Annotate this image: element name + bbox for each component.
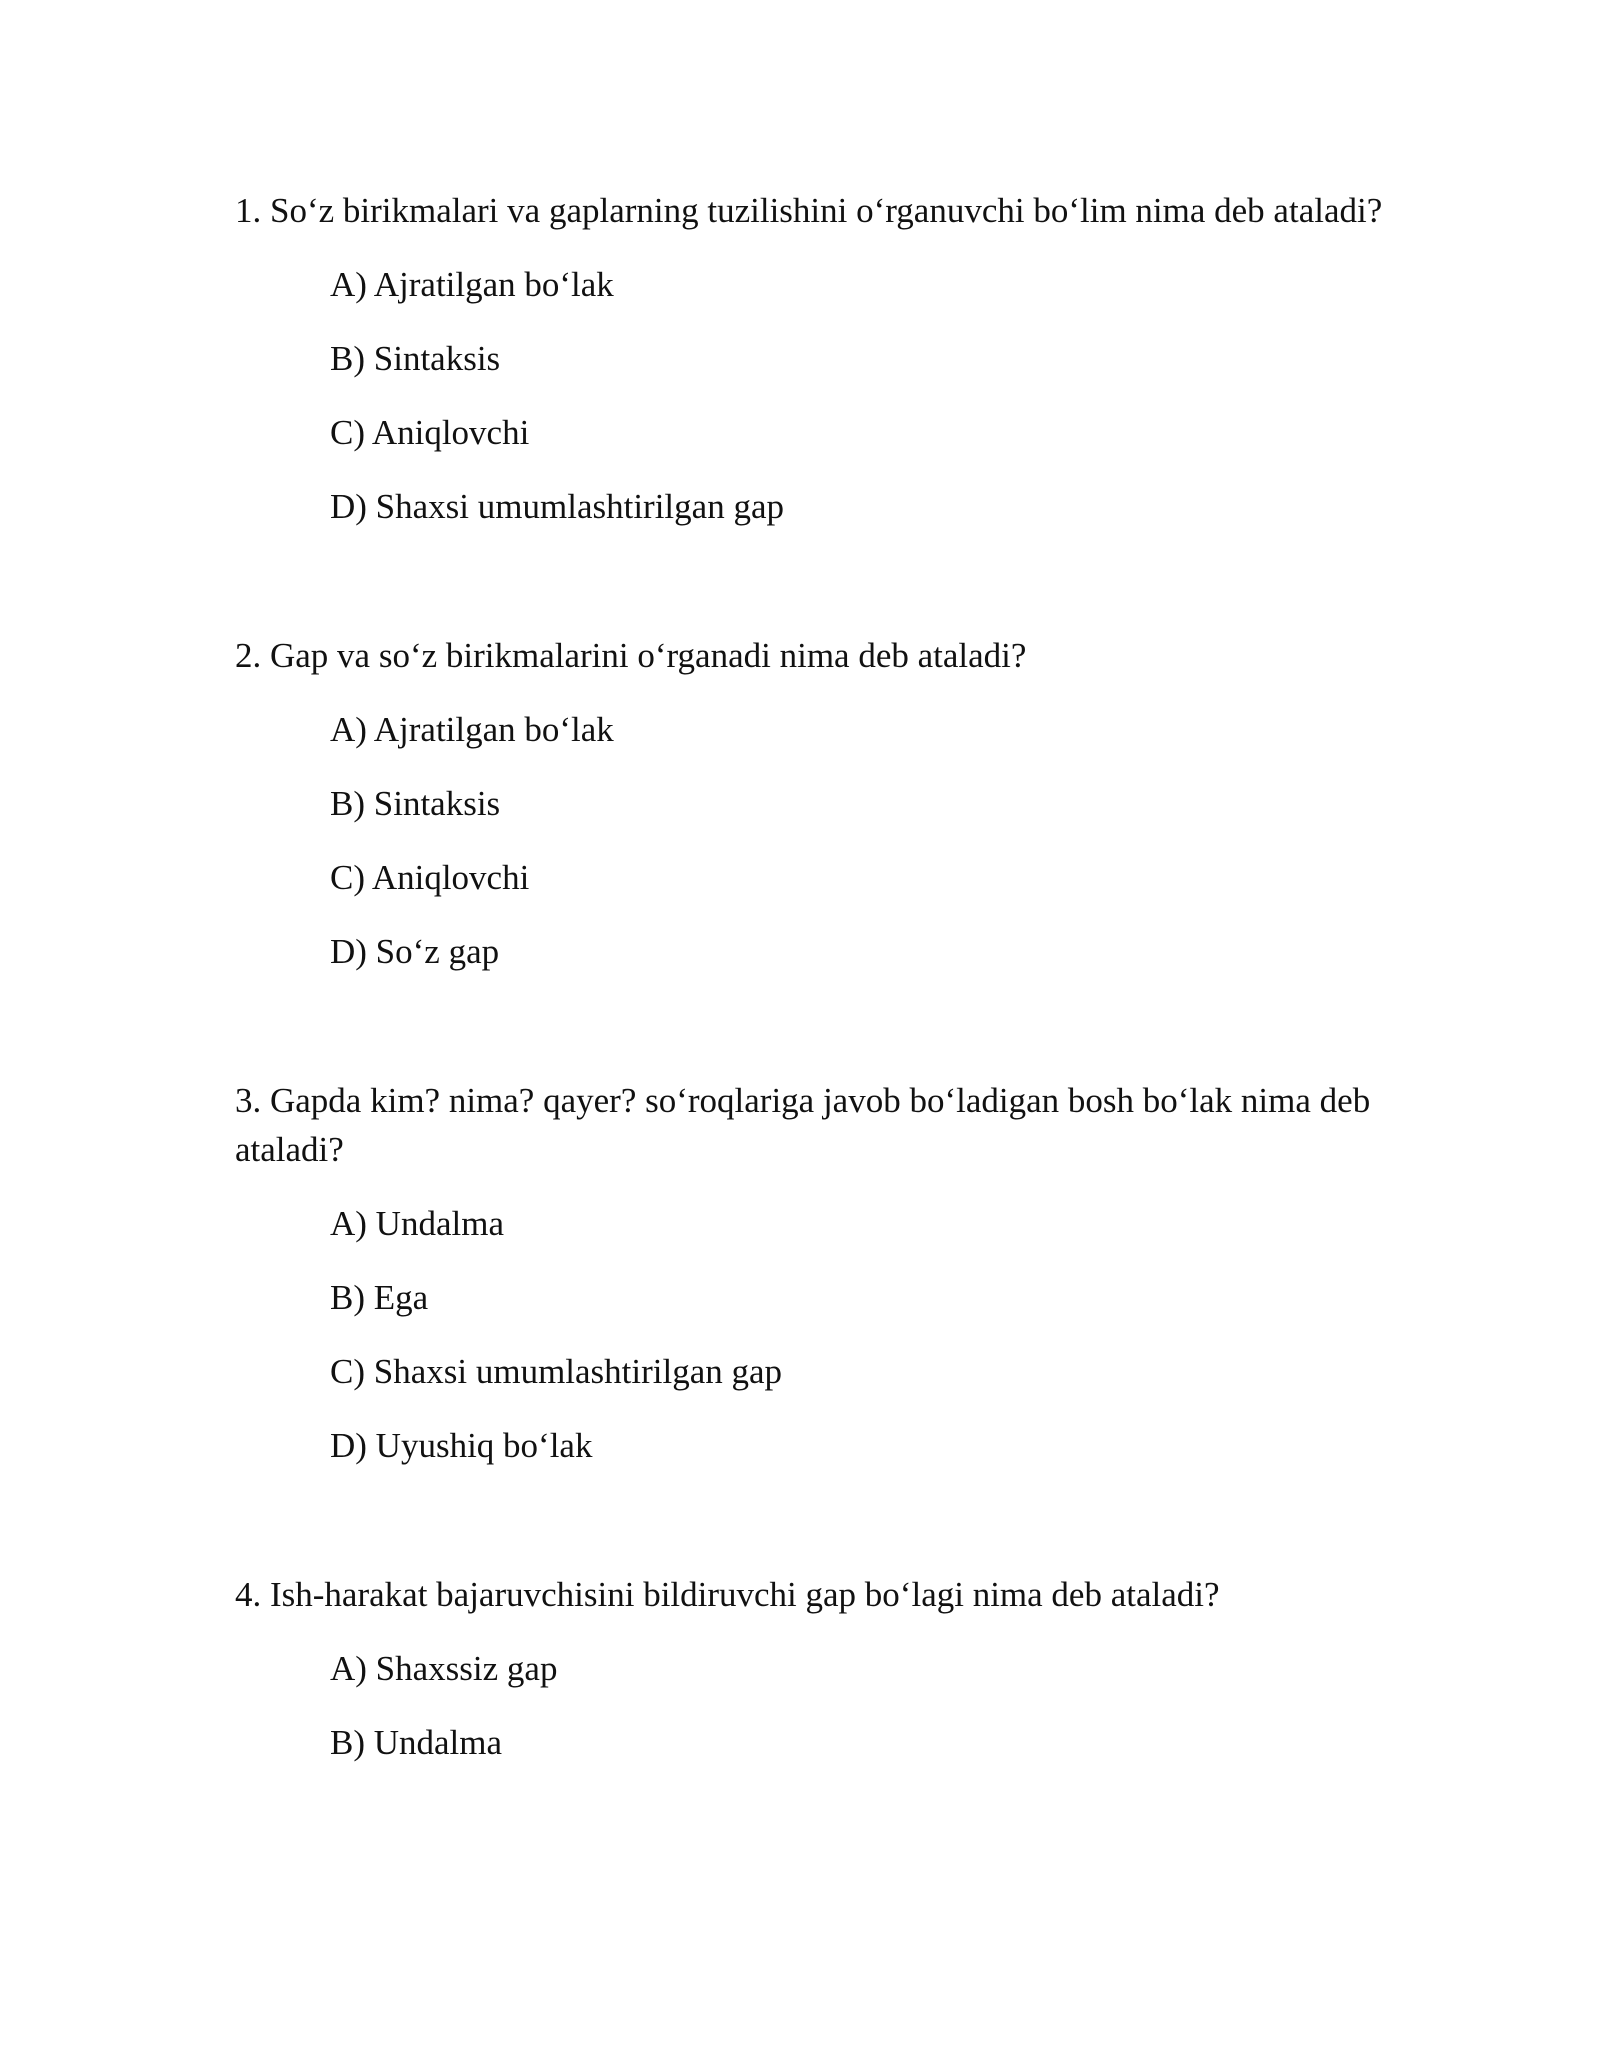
- question-text: 1. So‘z birikmalari va gaplarning tuzilishini o‘rganuvchi bo‘lim nima deb ataladi?: [235, 191, 1383, 230]
- answer-options: [235, 1644, 1385, 1767]
- question-list: [235, 186, 1385, 1867]
- option-b: B) Ega: [330, 1278, 429, 1317]
- option-d: D) Shaxsi umumlashtirilgan gap: [330, 487, 784, 526]
- question-text: 3. Gapda kim? nima? qayer? so‘roqlariga javob bo‘ladigan bosh bo‘lak nima deb ataladi?: [235, 1081, 1371, 1169]
- answer-options: [235, 1199, 1385, 1470]
- answer-options: [235, 260, 1385, 531]
- option-c: C) Shaxsi umumlashtirilgan gap: [330, 1352, 783, 1391]
- option-d: D) So‘z gap: [330, 932, 500, 971]
- option-a: A) Shaxssiz gap: [330, 1649, 558, 1688]
- option-a: A) Ajratilgan bo‘lak: [330, 710, 614, 749]
- question-3: [235, 1076, 1385, 1470]
- question-text: 2. Gap va so‘z birikmalarini o‘rganadi nima deb ataladi?: [235, 636, 1027, 675]
- question-1: [235, 186, 1385, 531]
- option-b: B) Sintaksis: [330, 784, 501, 823]
- option-c: C) Aniqlovchi: [330, 413, 530, 452]
- option-c: C) Aniqlovchi: [330, 858, 530, 897]
- question-text: 4. Ish-harakat bajaruvchisini bildiruvchi gap bo‘lagi nima deb ataladi?: [235, 1575, 1220, 1614]
- option-b: B) Sintaksis: [330, 339, 501, 378]
- answer-options: [235, 705, 1385, 976]
- option-b: B) Undalma: [330, 1723, 503, 1762]
- question-2: [235, 631, 1385, 976]
- option-d: D) Uyushiq bo‘lak: [330, 1426, 593, 1465]
- option-a: A) Undalma: [330, 1204, 504, 1243]
- question-4: [235, 1570, 1385, 1767]
- option-a: A) Ajratilgan bo‘lak: [330, 265, 614, 304]
